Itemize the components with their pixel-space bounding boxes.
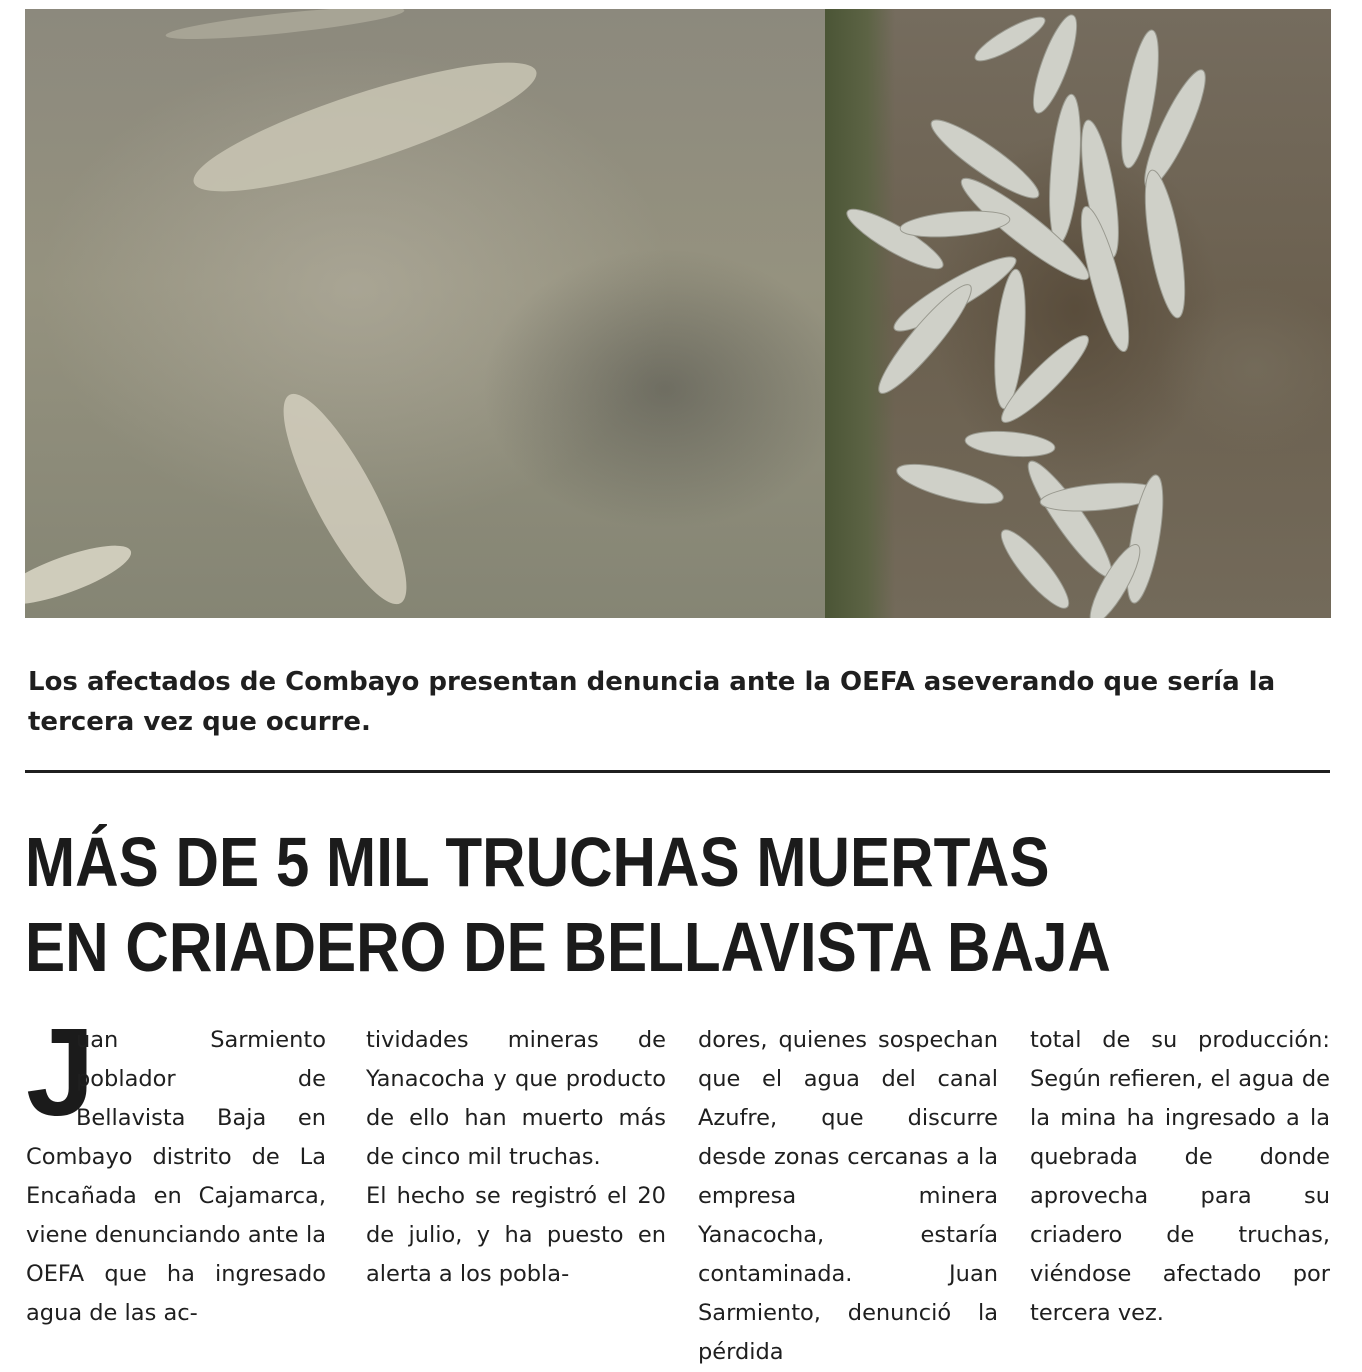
article-paragraph: total de su producción: Según refieren, el agua de la mina ha ingresado a la quebrada de donde aprovecha para su criadero de truchas, viéndose afectado por tercera vez. <box>1030 1027 1330 1326</box>
drop-cap: J <box>26 1004 95 1142</box>
article-column-4 <box>1030 1021 1330 1333</box>
article-column-2 <box>366 1021 666 1294</box>
article-paragraph: El hecho se registró el 20 de julio, y ha puesto en alerta a los pobla- <box>366 1183 666 1287</box>
article-column-1 <box>26 1004 326 1333</box>
headline-line-2: EN CRIADERO DE BELLAVISTA BAJA <box>25 908 1111 986</box>
article-column-1-text: uan Sarmiento poblador de Bellavista Baja en Combayo distrito de La Encañada en Cajamarca, viene denunciando ante la OEFA que ha ingresado agua de las ac- <box>26 1027 326 1326</box>
swimming-trout-icon <box>165 9 406 45</box>
trout-illustration <box>25 9 1331 618</box>
article-paragraph: tividades mineras de Yanacocha y que producto de ello han muerto más de cinco mil truchas. <box>366 1027 666 1170</box>
section-divider <box>25 770 1330 773</box>
headline <box>25 820 1153 990</box>
dead-trout-pile-icon <box>841 10 1215 618</box>
article-photo <box>25 9 1331 618</box>
swimming-trout-icon <box>25 534 137 616</box>
article-paragraph: dores, quienes sospechan que el agua del canal Azufre, que discurre desde zonas cercanas a la empresa minera Yanacocha, estaría contaminada. Juan Sarmiento, denunció la pérdida <box>698 1027 998 1365</box>
article-column-3 <box>698 1021 998 1372</box>
headline-line-1: MÁS DE 5 MIL TRUCHAS MUERTAS <box>25 823 1050 901</box>
swimming-trout-icon <box>183 39 546 215</box>
photo-caption: Los afectados de Combayo presentan denuncia ante la OEFA aseverando que sería la tercera vez que ocurre. <box>28 667 1276 737</box>
swimming-trout-icon <box>263 381 427 618</box>
